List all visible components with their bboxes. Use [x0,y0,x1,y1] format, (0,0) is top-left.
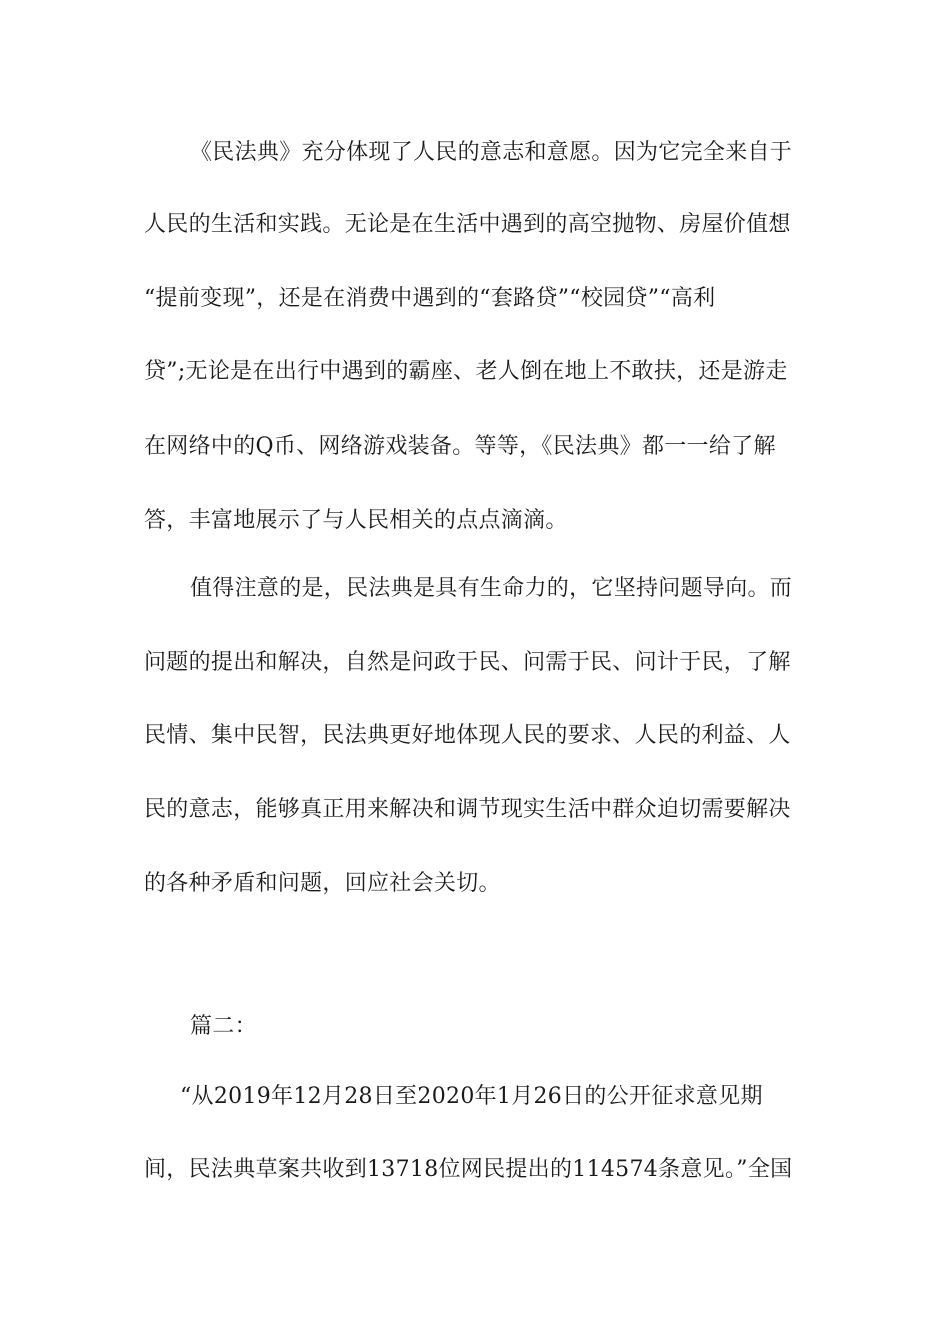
paragraph-line: 《民法典》充分体现了人民的意志和意愿。因为它完全来自于 [190,140,793,165]
paragraph-line: 贷”;无论是在出行中遇到的霸座、老人倒在地上不敢扶，还是游走 [144,359,788,384]
paragraph-line: “从2019年12月28日至2020年1月26日的公开征求意见期 [180,1084,763,1109]
paragraph-line: 民情、集中民智，民法典更好地体现人民的要求、人民的利益、人 [144,723,791,748]
section-heading: 篇二： [190,1014,257,1039]
paragraph-line: 间，民法典草案共收到13718位网民提出的114574条意见。”全国 [144,1157,793,1182]
paragraph-line: 值得注意的是，民法典是具有生命力的，它坚持问题导向。而 [190,576,793,601]
paragraph-line: 在网络中的Q币、网络游戏装备。等等，《民法典》都一一给了解 [144,434,776,459]
paragraph-line: 的各种矛盾和问题，回应社会关切。 [144,871,501,896]
paragraph-line: 问题的提出和解决，自然是问政于民、问需于民、问计于民，了解 [144,650,791,675]
paragraph-line: 答，丰富地展示了与人民相关的点点滴滴。 [144,508,568,533]
paragraph-line: 人民的生活和实践。无论是在生活中遇到的高空抛物、房屋价值想 [144,212,791,237]
paragraph-line: 民的意志，能够真正用来解决和调节现实生活中群众迫切需要解决 [144,797,791,822]
paragraph-line: “提前变现”，还是在消费中遇到的“套路贷”“校园贷”“高利 [144,286,716,311]
